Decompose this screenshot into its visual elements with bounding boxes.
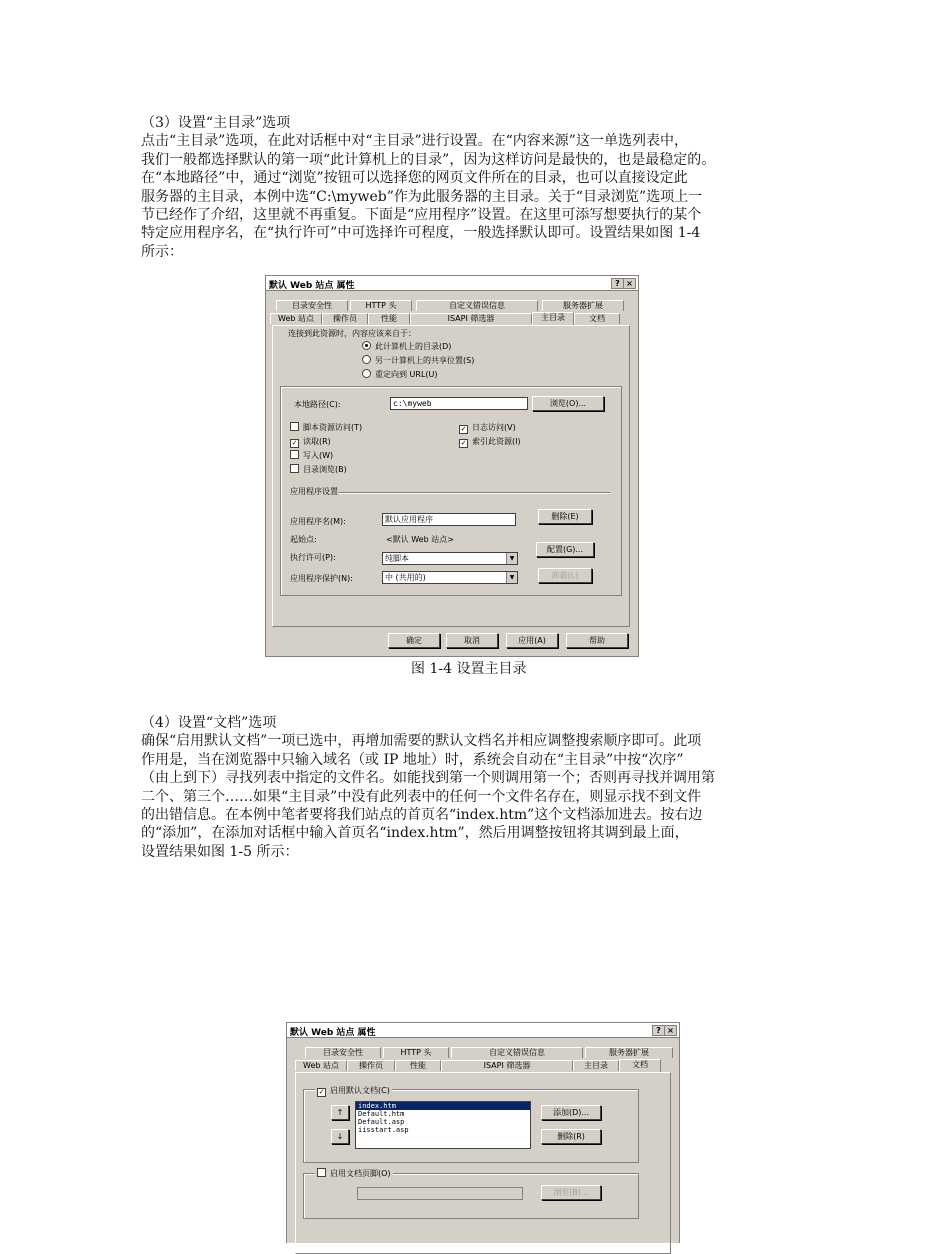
chevron-down-icon[interactable]: ▼: [506, 553, 517, 564]
tab-web-site[interactable]: Web 站点: [270, 313, 322, 324]
paragraph-line: 设置结果如图 1-5 所示：: [141, 843, 299, 860]
app-protection-select[interactable]: [382, 571, 518, 584]
radio-redirect-url[interactable]: [362, 369, 438, 380]
checkbox-label: 日志访问(V): [472, 423, 516, 432]
content-source-label: 连接到此资源时，内容应该来自于：: [288, 329, 416, 338]
checkbox-checked-icon: ✓: [291, 439, 298, 447]
section3-heading: （3）设置“主目录”选项: [141, 115, 291, 131]
browse-button[interactable]: 浏览(B)...: [541, 1185, 601, 1200]
figure-caption: 图 1-4 设置主目录: [411, 661, 527, 677]
start-point-label: 起始点:: [290, 535, 317, 544]
section4-text: [141, 714, 831, 861]
checkbox-enable-default-doc[interactable]: [315, 1085, 392, 1097]
checkbox-label: 启用默认文档(C): [330, 1086, 390, 1095]
footer-path-input[interactable]: [357, 1187, 523, 1200]
dialog-title: 默认 Web 站点 属性: [290, 1028, 376, 1038]
dialog-titlebar: [266, 276, 638, 291]
checkbox-label: 索引此资源(I): [472, 437, 521, 446]
select-value: 中 (共用的): [385, 573, 426, 582]
checkbox-label: 脚本资源访问(T): [303, 423, 363, 432]
app-settings-label: 应用程序设置: [290, 487, 338, 496]
ok-button[interactable]: 确定: [388, 633, 440, 648]
checkbox-label: 启用文档页脚(O): [330, 1169, 391, 1178]
cancel-button[interactable]: 取消: [446, 633, 498, 648]
close-icon[interactable]: ×: [664, 1025, 677, 1036]
list-item[interactable]: Default.htm: [358, 1110, 405, 1118]
tab-performance[interactable]: 性能: [368, 313, 410, 324]
checkbox-icon: [317, 1168, 326, 1177]
tab-custom-errors[interactable]: 自定义错误信息: [451, 1047, 583, 1058]
divider: [338, 492, 610, 494]
checkbox-checked-icon: ✓: [460, 439, 467, 447]
tab-performance[interactable]: 性能: [395, 1060, 441, 1071]
paragraph-line: 节已经作了介绍，这里就不再重复。下面是“应用程序”设置。在这里可添写想要执行的某个: [141, 207, 702, 224]
tab-directory-security[interactable]: 目录安全性: [305, 1047, 381, 1058]
remove-button[interactable]: 删除(R): [541, 1129, 601, 1144]
default-docs-list[interactable]: [355, 1101, 531, 1149]
exec-permissions-select[interactable]: [382, 552, 518, 565]
paragraph-line: 的“添加”，在添加对话框中输入首页名“index.htm”，然后用调整按钮将其调到最上面，: [141, 825, 689, 842]
checkbox-enable-footer[interactable]: [315, 1168, 393, 1179]
app-protection-label: 应用程序保护(N):: [290, 574, 353, 583]
tab-documents[interactable]: 文档: [619, 1059, 661, 1072]
tab-server-extensions[interactable]: 服务器扩展: [585, 1047, 673, 1058]
checkbox-directory-browsing[interactable]: [290, 464, 347, 475]
dialog-titlebar: [287, 1023, 679, 1038]
radio-checked-icon: [362, 341, 371, 350]
checkbox-index-resource[interactable]: [459, 436, 521, 448]
select-value: 纯脚本: [385, 554, 409, 563]
local-path-input[interactable]: c:\myweb: [390, 397, 528, 410]
list-item[interactable]: index.htm: [356, 1102, 530, 1110]
properties-dialog-home: [265, 275, 639, 657]
configure-button[interactable]: 配置(G)...: [536, 542, 594, 557]
tab-operators[interactable]: 操作员: [347, 1060, 395, 1071]
section4-heading: （4）设置“文档”选项: [141, 715, 277, 731]
tab-directory-security[interactable]: 目录安全性: [276, 300, 348, 311]
radio-label: 另一计算机上的共享位置(S): [375, 356, 475, 365]
tab-row-2: [291, 1060, 675, 1071]
tab-home-directory[interactable]: 主目录: [532, 312, 574, 325]
paragraph-line: 所示：: [141, 243, 183, 260]
radio-icon: [362, 355, 371, 364]
checkbox-label: 读取(R): [303, 437, 331, 446]
radio-label: 重定向到 URL(U): [375, 370, 438, 379]
tab-server-extensions[interactable]: 服务器扩展: [542, 300, 624, 311]
checkbox-checked-icon: ✓: [460, 425, 467, 433]
radio-icon: [362, 369, 371, 378]
add-button[interactable]: 添加(D)...: [541, 1105, 601, 1120]
tab-row-2: [270, 313, 634, 324]
help-icon[interactable]: ?: [652, 1025, 665, 1036]
app-name-label: 应用程序名(M):: [290, 517, 346, 526]
apply-button[interactable]: 应用(A): [506, 633, 558, 648]
paragraph-line: 点击“主目录”选项，在此对话框中对“主目录”进行设置。在“内容来源”这一单选列表中，: [141, 133, 688, 150]
checkbox-icon: [290, 422, 299, 431]
browse-button[interactable]: 浏览(O)...: [532, 396, 604, 411]
tab-custom-errors[interactable]: 自定义错误信息: [416, 300, 538, 311]
checkbox-script-source[interactable]: [290, 422, 362, 433]
chevron-down-icon[interactable]: ▼: [506, 572, 517, 583]
list-item[interactable]: Default.asp: [358, 1118, 405, 1126]
checkbox-log-visits[interactable]: [459, 422, 516, 434]
help-button[interactable]: 帮助: [566, 633, 628, 648]
paragraph-line: 特定应用程序名，在“执行许可”中可选择许可程度，一般选择默认即可。设置结果如图 1-4: [141, 225, 701, 242]
paragraph-line: 我们一般都选择默认的第一项“此计算机上的目录”，因为这样访问是最快的，也是最稳定的。: [141, 151, 716, 168]
paragraph-line: 作用是，当在浏览器中只输入域名（或 IP 地址）时，系统会自动在“主目录”中按“次序”: [141, 751, 684, 768]
tab-http-headers[interactable]: HTTP 头: [350, 300, 412, 311]
paragraph-line: 服务器的主目录，本例中选“C:\myweb”作为此服务器的主目录。关于“目录浏览”选项上一: [141, 188, 703, 205]
paragraph-line: 在“本地路径”中，通过“浏览”按钮可以选择您的网页文件所在的目录，也可以直接设定此: [141, 170, 688, 187]
dialog-title: 默认 Web 站点 属性: [269, 281, 355, 291]
checkbox-read[interactable]: [290, 436, 331, 448]
app-name-input[interactable]: 默认应用程序: [382, 513, 516, 526]
exec-permissions-label: 执行许可(P):: [290, 553, 336, 562]
tab-row-1: [291, 1047, 675, 1058]
paragraph-line: （由上到下）寻找列表中指定的文件名。如能找到第一个则调用第一个；否则再寻找并调用第: [141, 770, 715, 787]
tab-operators[interactable]: 操作员: [322, 313, 368, 324]
move-down-button[interactable]: ↓: [331, 1129, 349, 1144]
paragraph-line: 确保“启用默认文档”一项已选中，再增加需要的默认文档名并相应调整搜索顺序即可。此项: [141, 733, 702, 750]
checkbox-label: 写入(W): [303, 451, 334, 460]
radio-local-directory[interactable]: [362, 341, 451, 352]
checkbox-icon: [290, 464, 299, 473]
radio-network-share[interactable]: [362, 355, 474, 366]
local-path-label: 本地路径(C):: [294, 400, 341, 409]
tab-isapi-filters[interactable]: ISAPI 筛选器: [410, 313, 532, 324]
tab-web-site[interactable]: Web 站点: [295, 1060, 347, 1071]
list-item[interactable]: iisstart.asp: [358, 1126, 409, 1134]
unload-button[interactable]: 卸载(L): [538, 568, 592, 583]
tab-row-1: [270, 300, 634, 311]
tab-home-directory[interactable]: 主目录: [573, 1060, 619, 1071]
help-icon[interactable]: ?: [611, 278, 624, 289]
checkbox-write[interactable]: [290, 450, 333, 461]
checkbox-checked-icon: ✓: [318, 1088, 325, 1096]
paragraph-line: 的出错信息。在本例中笔者要将我们站点的首页名“index.htm”这个文档添加进去。按右边: [141, 807, 703, 824]
tab-documents[interactable]: 文档: [574, 313, 620, 324]
radio-label: 此计算机上的目录(D): [375, 342, 452, 351]
tab-isapi-filters[interactable]: ISAPI 筛选器: [441, 1060, 573, 1071]
paragraph-line: 二个、第三个……如果“主目录”中没有此列表中的任何一个文件名存在，则显示找不到文件: [141, 788, 702, 805]
start-point-value: <默认 Web 站点>: [386, 535, 454, 544]
checkbox-icon: [290, 450, 299, 459]
tab-http-headers[interactable]: HTTP 头: [383, 1047, 449, 1058]
properties-dialog-documents: [286, 1022, 680, 1243]
checkbox-label: 目录浏览(B): [303, 465, 347, 474]
remove-button[interactable]: 删除(E): [538, 509, 592, 524]
close-icon[interactable]: ×: [623, 278, 636, 289]
section3-text: [141, 114, 831, 261]
move-up-button[interactable]: ↑: [331, 1105, 349, 1120]
